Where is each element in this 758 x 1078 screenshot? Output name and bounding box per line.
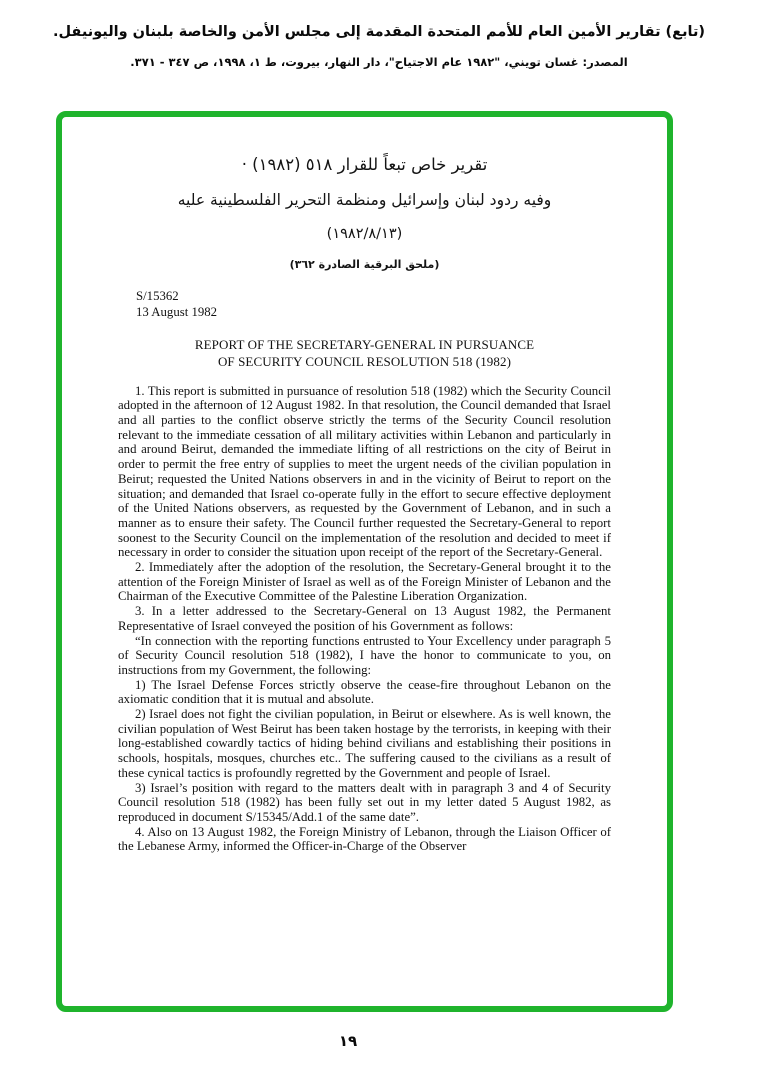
arabic-title-line1: تقرير خاص تبعاً للقرار ٥١٨ (١٩٨٢) · [241,155,488,174]
paragraph-3: 3. In a letter addressed to the Secretary-General on 13 August 1982, the Permanent Representative of Israel conveyed the position of his Government as follows: [118,604,611,633]
header-series-title: (تابع) تقارير الأمين العام للأمم المتحدة المقدمة إلى مجلس الأمن والخاصة بلبنان واليونيفل. [52,24,706,40]
document-content [62,117,667,1006]
arabic-title-line2: وفيه ردود لبنان وإسرائيل ومنظمة التحرير الفلسطينية عليه [177,191,552,209]
subparagraph-2: 2) Israel does not fight the civilian population, in Beirut or elsewhere. As is well known, the civilian population of West Beirut has been taken hostage by the terrorists, in keeping with their long-established cowardly tactics of hiding behind civilians and establishing their positions in schools, hospitals, mosques, churches etc.. The suffering caused to the civilians as a result of these cynical tactics is profoundly regretted by the Government and people of Israel. [118,707,611,780]
page-number: ١٩ [338,1032,358,1050]
document-meta [136,289,611,321]
document-frame [56,111,673,1012]
report-title [118,336,611,370]
document-date: 13 August 1982 [136,304,218,319]
arabic-title-annex-note: (ملحق البرقية الصادرة ٣٦٢) [289,258,440,271]
report-title-line2: OF SECURITY COUNCIL RESOLUTION 518 (1982) [217,353,512,369]
arabic-document-title [118,147,611,278]
arabic-title-date: (١٩٨٢/٨/١٣) [326,226,403,242]
report-body [118,384,611,855]
report-title-line1: REPORT OF THE SECRETARY-GENERAL IN PURSUANCE [194,336,535,352]
subparagraph-3: 3) Israel’s position with regard to the matters dealt with in paragraph 3 and 4 of Security Council resolution 518 (1982) has been fully set out in my letter dated 5 August 1982, as reproduced in document S/15345/Add.1 of the same date”. [118,780,611,824]
paragraph-2: 2. Immediately after the adoption of the resolution, the Secretary-General brought it to the attention of the Foreign Minister of Israel as well as of the Foreign Minister of Lebanon and the Chairman of the Executive Committee of the Palestine Liberation Organization. [118,560,611,604]
paragraph-quote-intro: “In connection with the reporting functions entrusted to Your Excellency under paragraph 5 of Security Council resolution 518 (1982), I have the honor to communicate to you, on instructions from my Government, the following: [118,633,611,677]
book-header [0,20,758,72]
paragraph-4: 4. Also on 13 August 1982, the Foreign Ministry of Lebanon, through the Liaison Officer of the Lebanese Army, informed the Officer-in-Charge of the Observer [118,824,611,854]
document-symbol: S/15362 [136,289,179,303]
subparagraph-1: 1) The Israel Defense Forces strictly observe the cease-fire throughout Lebanon on the axiomatic condition that it is mutual and absolute. [118,677,611,707]
header-source-citation: المصدر: غسان تويني، "١٩٨٢ عام الاجتياح"، دار النهار، بيروت، ط ١، ١٩٩٨، ص ٣٤٧ - ٣٧١. [130,55,628,69]
paragraph-1: 1. This report is submitted in pursuance of resolution 518 (1982) which the Security Council adopted in the afternoon of 12 August 1982. In that resolution, the Council demanded that Israel and all parties to the conflict observe strictly the terms of the Security Council resolution relevant to the immediate cessation of all military activities within Lebanon and particularly in and around Beirut, demanded the immediate lifting of all restrictions on the city of Beirut in order to permit the free entry of supplies to meet the urgent needs of the civilian population in Beirut; requested the United Nations observers in and in the vicinity of Beirut to report on the situation; and demanded that Israel co-operate fully in the effort to secure effective deployment of the United Nations observers, as requested by the Government of Lebanon, and in such a manner as to ensure their safety. The Council further requested the Secretary-General to report soonest to the Security Council on the implementation of the resolution and decided to meet if necessary in order to consider the situation upon receipt of the report of the Secretary-General. [118,383,611,560]
